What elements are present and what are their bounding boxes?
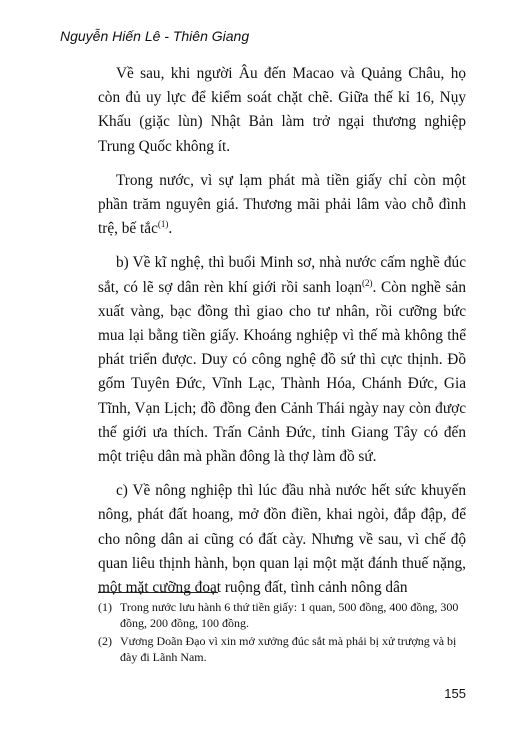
body-text: [98, 62, 466, 610]
page-number: 155: [444, 686, 466, 701]
paragraph-1: Về sau, khi người Âu đến Macao và Quảng Châu, họ còn đủ uy lực để kiểm soát chặt chẽ. Giữa thế kỉ 16, Nụy Khấu (giặc lùn) Nhật Bản làm trở ngại thương nghiệp Trung Quốc không ít.: [98, 65, 466, 155]
footnote-1: [98, 600, 466, 631]
footnote-mark: (1): [98, 600, 112, 614]
running-header: Nguyễn Hiến Lê - Thiên Giang: [60, 28, 250, 44]
paragraph-4: c) Về nông nghiệp thì lúc đầu nhà nước hết sức khuyến nông, phát đất hoang, mở đồn điền, khai ngòi, đắp đập, để cho nông dân ai cũng có đất cày. Nhưng về sau, vì chế độ quan liêu thịnh hành, bọn quan lại một mặt đánh thuế nặng, một mặt cưỡng đoạt ruộng đất, tình cảnh nông dân: [98, 482, 466, 597]
footnote-ref-2: (2): [361, 277, 373, 288]
footnotes: [98, 600, 466, 668]
footnote-text: Trong nước lưu hành 6 thứ tiền giấy: 1 quan, 500 đồng, 400 đồng, 300 đồng, 200 đồng, 100 đồng.: [120, 600, 459, 630]
footnote-mark: (2): [98, 634, 112, 648]
paragraph-3: b) Về kĩ nghệ, thì buổi Minh sơ, nhà nước cấm nghề đúc sắt, có lẽ sợ dân rèn khí giới rồi sanh loạn$^{(2)}$. Còn nghề sản xuất vàng, bạc đồng thì giao cho tư nhân, rồi cưỡng bức mua lại bằng tiền giấy. Khoáng nghiệp vì thế mà không thể phát triển được. Duy có công nghệ đồ sứ thì cực thịnh. Đồ gốm Tuyên Đức, Vĩnh Lạc, Thành Hóa, Chánh Đức, Gia Tĩnh, Vạn Lịch; đồ đồng đen Cảnh Thái ngày nay còn được thế giới ưa thích. Trấn Cảnh Đức, tỉnh Giang Tây có đến một triệu dân mà phần đông là thợ làm đồ sứ.: [98, 254, 466, 466]
footnote-divider: [98, 592, 218, 593]
footnote-2: [98, 634, 466, 665]
footnote-ref-1: (1): [157, 219, 169, 230]
paragraph-2: Trong nước, vì sự lạm phát mà tiền giấy chỉ còn một phần trăm nguyên giá. Thương mãi phải lâm vào chỗ đình trệ, bế tắc$^{(1)}$.: [98, 171, 466, 238]
footnote-text: Vương Doãn Đạo vì xin mở xưởng đúc sắt mà phải bị xử trượng và bị đày đi Lãnh Nam.: [120, 634, 457, 664]
